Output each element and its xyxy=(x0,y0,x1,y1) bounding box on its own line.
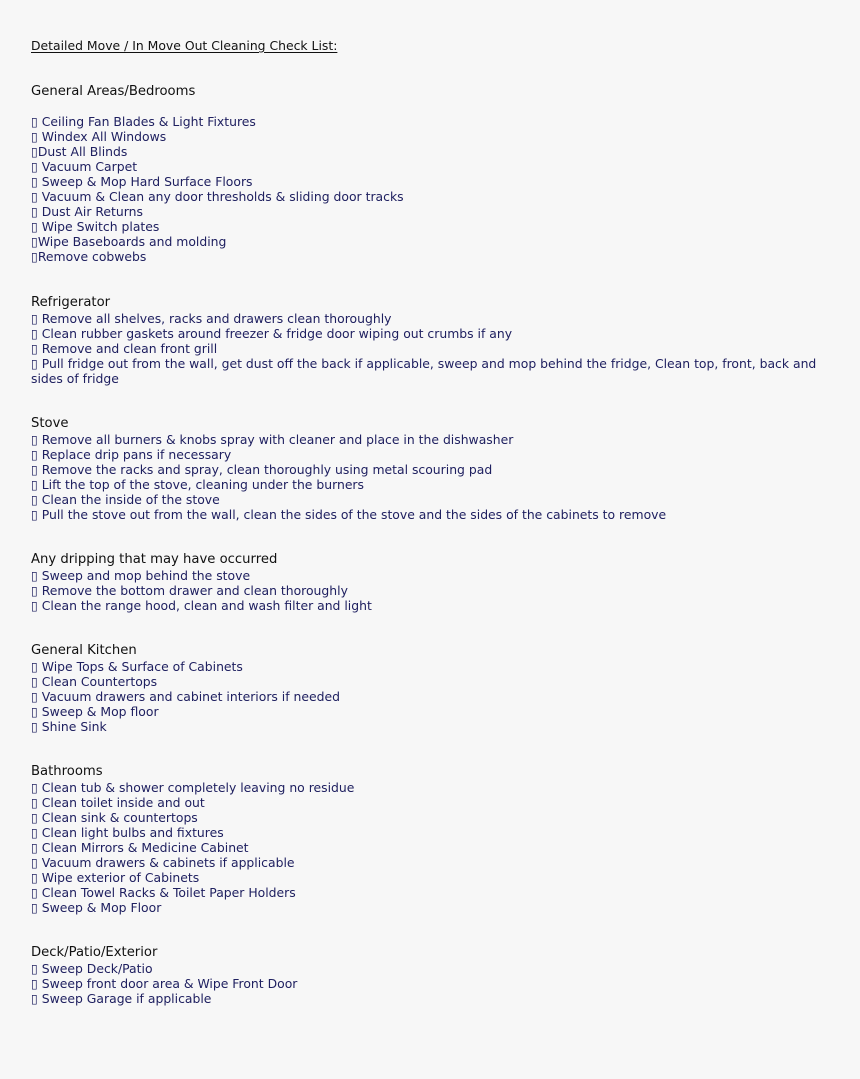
checklist-item: ▯ Clean the inside of the stove xyxy=(31,492,220,507)
checklist-item: ▯ Wipe Switch plates xyxy=(31,219,160,234)
checklist-item: ▯ Vacuum Carpet xyxy=(31,159,138,174)
checklist-item: ▯ Shine Sink xyxy=(31,719,107,734)
checklist-item: ▯ Vacuum & Clean any door thresholds & sliding door tracks xyxy=(31,189,404,204)
checklist-item: ▯ Clean Towel Racks & Toilet Paper Holders xyxy=(31,885,296,900)
checklist-item: ▯ Clean Countertops xyxy=(31,674,158,689)
section-heading: General Kitchen xyxy=(31,643,137,658)
checklist-item: ▯Wipe Baseboards and molding xyxy=(31,234,227,249)
checklist-item: ▯ Clean light bulbs and fixtures xyxy=(31,825,224,840)
checklist-item: ▯ Vacuum drawers and cabinet interiors if needed xyxy=(31,689,341,704)
checklist-item: ▯ Sweep & Mop Hard Surface Floors xyxy=(31,174,253,189)
checklist-item: ▯ Wipe exterior of Cabinets xyxy=(31,870,200,885)
checklist-section xyxy=(31,416,836,522)
checklist-item: ▯ Remove the racks and spray, clean thoroughly using metal scouring pad xyxy=(31,462,493,477)
checklist-item: ▯Remove cobwebs xyxy=(31,249,147,264)
section-heading: Deck/Patio/Exterior xyxy=(31,945,158,960)
checklist-item: ▯ Remove the bottom drawer and clean thoroughly xyxy=(31,583,348,598)
checklist-item: ▯ Pull fridge out from the wall, get dust off the back if applicable, sweep and mop behind the fridge, Clean top, front, back and sides of fridge xyxy=(31,356,821,386)
checklist-section xyxy=(31,295,836,386)
checklist-item: ▯ Remove and clean front grill xyxy=(31,341,218,356)
section-heading: General Areas/Bedrooms xyxy=(31,84,196,99)
checklist-item: ▯ Sweep and mop behind the stove xyxy=(31,568,251,583)
checklist-item: ▯ Remove all burners & knobs spray with cleaner and place in the dishwasher xyxy=(31,432,514,447)
checklist-item: ▯ Clean the range hood, clean and wash filter and light xyxy=(31,598,372,613)
checklist-item: ▯Dust All Blinds xyxy=(31,144,128,159)
section-heading: Refrigerator xyxy=(31,295,111,310)
checklist-item: ▯ Replace drip pans if necessary xyxy=(31,447,232,462)
checklist-section xyxy=(31,552,836,613)
checklist-item: ▯ Windex All Windows xyxy=(31,129,167,144)
checklist-section xyxy=(31,643,836,734)
document-title: Detailed Move / In Move Out Cleaning Check List: xyxy=(31,38,338,53)
checklist-item: ▯ Sweep Garage if applicable xyxy=(31,991,212,1006)
section-heading: Stove xyxy=(31,416,69,431)
checklist-item: ▯ Lift the top of the stove, cleaning under the burners xyxy=(31,477,364,492)
checklist-item: ▯ Dust Air Returns xyxy=(31,204,143,219)
checklist-item: ▯ Sweep & Mop floor xyxy=(31,704,159,719)
checklist-item: ▯ Ceiling Fan Blades & Light Fixtures xyxy=(31,114,256,129)
checklist-item: ▯ Remove all shelves, racks and drawers clean thoroughly xyxy=(31,311,392,326)
checklist-section xyxy=(31,945,836,1006)
checklist-item: ▯ Clean tub & shower completely leaving no residue xyxy=(31,780,355,795)
checklist-item: ▯ Sweep front door area & Wipe Front Door xyxy=(31,976,298,991)
checklist-item: ▯ Sweep Deck/Patio xyxy=(31,961,153,976)
checklist-section xyxy=(31,84,836,264)
checklist-item: ▯ Clean toilet inside and out xyxy=(31,795,205,810)
checklist-item: ▯ Clean sink & countertops xyxy=(31,810,198,825)
checklist-item: ▯ Pull the stove out from the wall, clean the sides of the stove and the sides of the cabinets to remove xyxy=(31,507,667,522)
checklist-item: ▯ Clean rubber gaskets around freezer & fridge door wiping out crumbs if any xyxy=(31,326,513,341)
section-heading: Any dripping that may have occurred xyxy=(31,552,278,567)
checklist-section xyxy=(31,764,836,915)
checklist-item: ▯ Wipe Tops & Surface of Cabinets xyxy=(31,659,243,674)
checklist-item: ▯ Sweep & Mop Floor xyxy=(31,900,162,915)
section-heading: Bathrooms xyxy=(31,764,103,779)
checklist-item: ▯ Clean Mirrors & Medicine Cabinet xyxy=(31,840,249,855)
checklist-item: ▯ Vacuum drawers & cabinets if applicable xyxy=(31,855,295,870)
